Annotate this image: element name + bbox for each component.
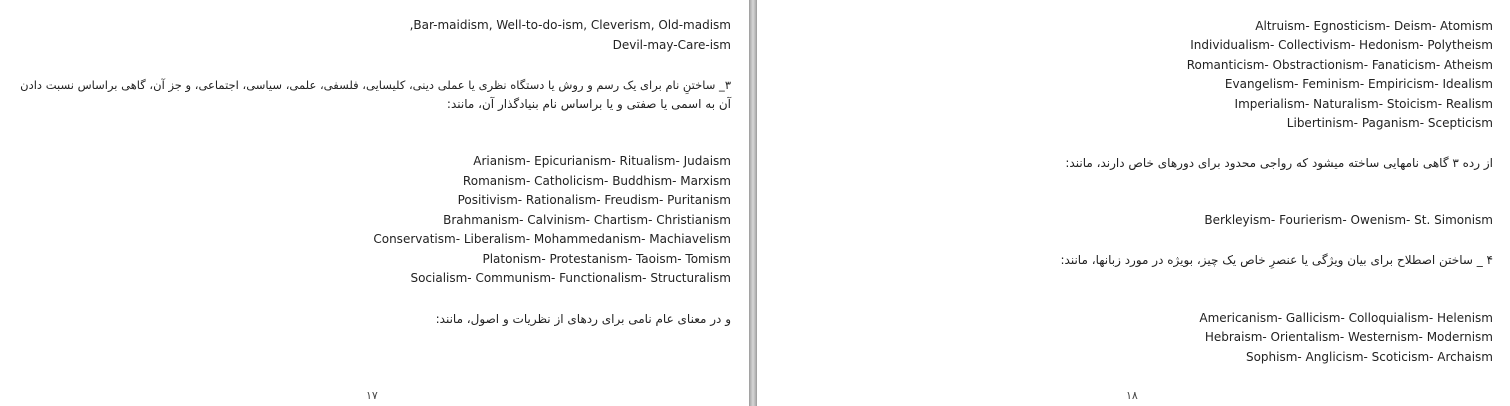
page-number: ۱۸ (1126, 389, 1138, 402)
isms-example-line: Socialism- Communism- Functionalism- Structuralism (410, 271, 731, 285)
isms-example-line: Brahmanism- Calvinism- Chartism- Christianism (443, 213, 731, 227)
isms-example-line: Imperialism- Naturalism- Stoicism- Realism (1234, 97, 1493, 111)
paragraph-3-line-2: آن به اسمی یا صفتی و یا براساس نام بنیادگذار آن، مانند: (446, 97, 731, 111)
isms-example-line: Platonism- Protestanism- Taoism- Tomism (482, 252, 731, 266)
isms-example-line: Positivism- Rationalism- Freudism- Puritanism (457, 193, 731, 207)
isms-example-line: Altruism- Egnosticism- Deism- Atomism (1255, 19, 1493, 33)
period-isms-line: Berkleyism- Fourierism- Owenism- St. Simonism (1204, 213, 1493, 227)
language-isms-line: Sophism- Anglicism- Scoticism- Archaism (1245, 350, 1493, 364)
language-isms-line: Americanism- Gallicism- Colloquialism- Helenism (1199, 311, 1493, 325)
isms-example-line: Libertinism- Paganism- Scepticism (1286, 116, 1493, 130)
book-page-17 (0, 0, 749, 406)
isms-example-line: Arianism- Epicurianism- Ritualism- Judaism (473, 154, 731, 168)
intro-isms-line-1: ,Bar-maidism, Well-to-do-ism, Cleverism, Old-madism (409, 18, 731, 32)
intro-isms-line-2: Devil-may-Care-ism (612, 38, 731, 52)
general-sense-line: و در معنای عام نامی برای ردهای از نظریات و اصول، مانند: (435, 312, 731, 326)
isms-example-line: Romanticism- Obstractionism- Fanaticism- Atheism (1186, 58, 1493, 72)
isms-example-line: Conservatism- Liberalism- Mohammedanism- Machiavelism (373, 232, 731, 246)
category-3-line: از رده ۳ گاهی نامهایی ساخته میشود که رواجی محدود برای دورهای خاص دارند، مانند: (1065, 156, 1493, 170)
language-isms-line: Hebraism- Orientalism- Westernism- Modernism (1204, 330, 1493, 344)
paragraph-3-line-1: ۳_ ساختنِ نام برای یک رسم و روش یا دستگاه نظری یا عملی دینی، کلیسایی، فلسفی، علمی، سیاسی، اجتماعی، و جز آن، گاهی براساس نسبت دادن (20, 78, 731, 92)
book-gutter (749, 0, 757, 406)
page-number: ۱۷ (366, 389, 378, 402)
book-page-18 (757, 0, 1510, 406)
paragraph-4-line: ۴ _ ساختن اصطلاح برای بیان ویژگی یا عنصرِ خاص یک چیز، بویژه در مورد زبانها، مانند: (1060, 253, 1493, 267)
isms-example-line: Individualism- Collectivism- Hedonism- Polytheism (1190, 38, 1493, 52)
isms-example-line: Romanism- Catholicism- Buddhism- Marxism (462, 174, 731, 188)
isms-example-line: Evangelism- Feminism- Empiricism- Idealism (1224, 77, 1493, 91)
